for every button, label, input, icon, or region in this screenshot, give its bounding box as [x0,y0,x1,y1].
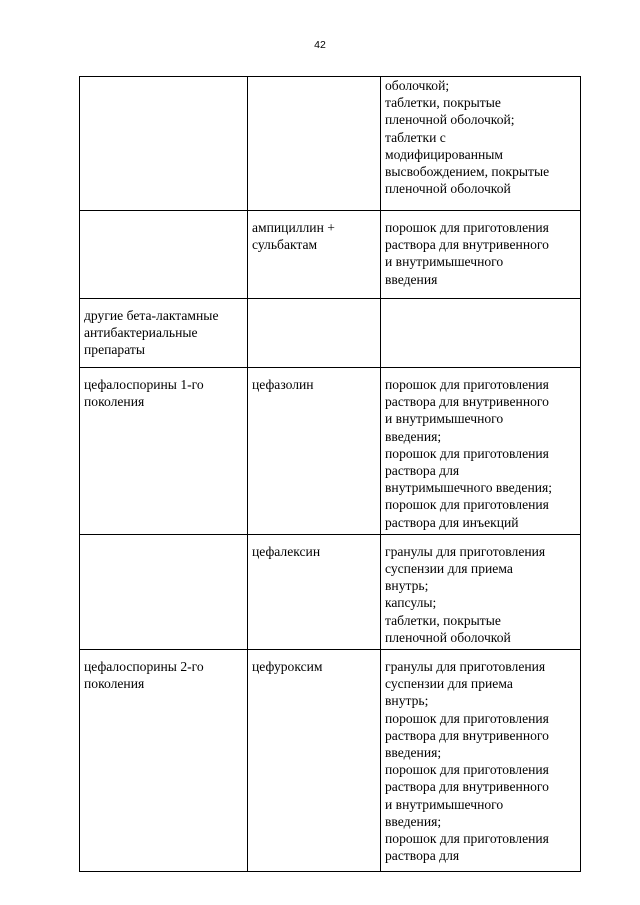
group-cell: цефалоспорины 2-го поколения [80,650,248,872]
dosage-forms-cell [381,299,581,368]
drug-cell [248,299,381,368]
table-row [80,368,581,535]
dosage-forms-cell: гранулы для приготовления суспензии для приема внутрь; порошок для приготовления раствора для внутривенного введения; порошок для приготовления раствора для внутривенного и внутримышечного введения; порошок для приготовления раствора для [381,650,581,872]
page-number: 42 [314,39,326,51]
table-row [80,650,581,872]
drug-cell [248,77,381,211]
dosage-forms-cell: порошок для приготовления раствора для внутривенного и внутримышечного введения [381,211,581,299]
dosage-forms-cell: гранулы для приготовления суспензии для приема внутрь; капсулы; таблетки, покрытые пленочной оболочкой [381,534,581,649]
drug-cell: ампициллин + сульбактам [248,211,381,299]
dosage-forms-cell: порошок для приготовления раствора для внутривенного и внутримышечного введения; порошок для приготовления раствора для внутримышечного введения; порошок для приготовления раствора для инъекций [381,368,581,535]
table-row [80,211,581,299]
group-cell [80,77,248,211]
group-cell [80,211,248,299]
table-row [80,534,581,649]
group-cell: другие бета-лактамные антибактериальные препараты [80,299,248,368]
drug-table [79,76,581,872]
group-cell: цефалоспорины 1-го поколения [80,368,248,535]
group-cell [80,534,248,649]
dosage-forms-cell: оболочкой; таблетки, покрытые пленочной оболочкой; таблетки с модифицированным высвобождением, покрытые пленочной оболочкой [381,77,581,211]
table-row [80,77,581,211]
drug-cell: цефуроксим [248,650,381,872]
drug-cell: цефазолин [248,368,381,535]
table-row [80,299,581,368]
drug-cell: цефалексин [248,534,381,649]
